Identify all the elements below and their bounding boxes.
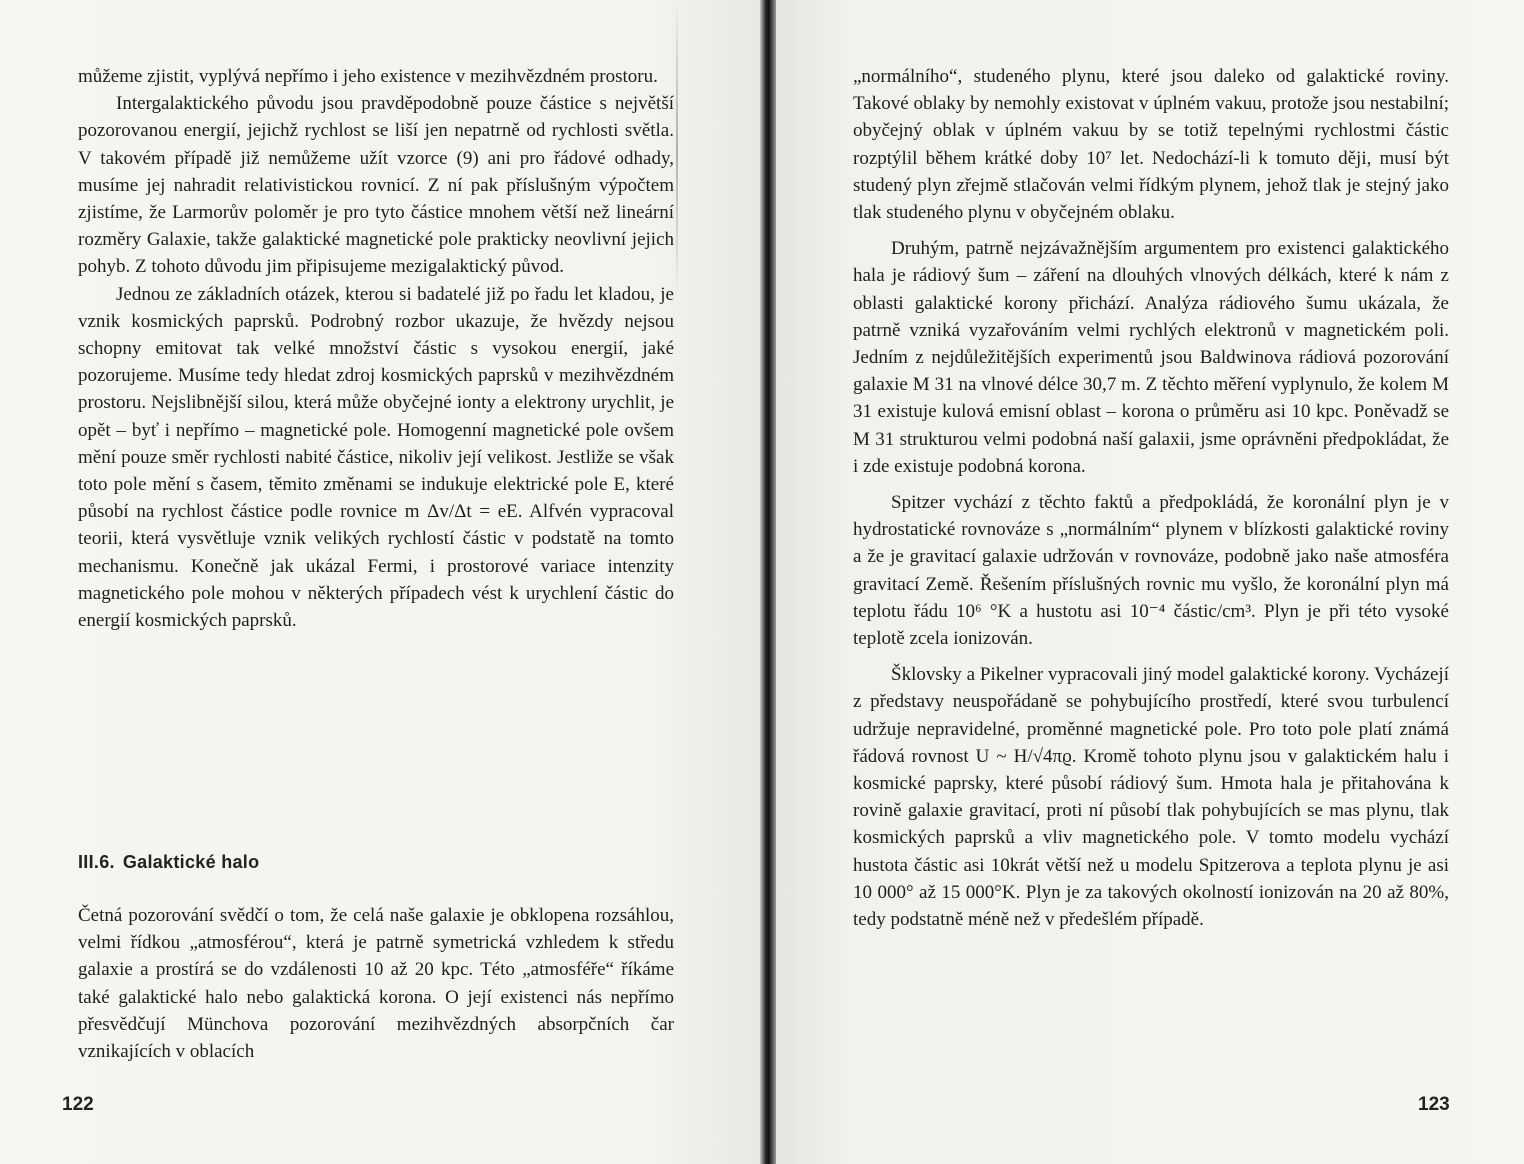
- paragraph: Intergalaktického původu jsou pravděpodobně pouze částice s největší pozorovanou energií, jejichž rychlost se liší jen nepatrně od rychlosti světla. V takovém případě již nemůžeme užít vzorce (9) ani pro řádové odhady, musíme jej nahradit relativistickou rovnicí. Z ní pak příslušným výpočtem zjistíme, že Larmorův poloměr je pro tyto částice mnohem větší než lineární rozměry Galaxie, takže galaktické magnetické pole prakticky neovlivní jejich pohyb. Z tohoto důvodu jim připisujeme mezigalaktický původ.: [78, 93, 674, 278]
- paragraph: Druhým, patrně nejzávažnějším argumentem pro existenci galaktického hala je rádiový šum – záření na dlouhých vlnových délkách, které k nám z oblasti galaktické korony přichází. Analýza rádiového šumu ukázala, že patrně vzniká vyzařováním velmi rychlých elektronů v magnetickém poli. Jedním z nejdůležitějších experimentů jsou Baldwinova rádiová pozorování galaxie M 31 na vlnové délce 30,7 m. Z těchto měření vyplynulo, že kolem M 31 existuje kulová emisní oblast – korona o průměru asi 10 kpc. Poněvadž se M 31 strukturou velmi podobná naší galaxii, jsme oprávněni předpokládat, že i zde existuje podobná korona.: [853, 238, 1449, 477]
- paragraph: Šklovsky a Pikelner vypracovali jiný model galaktické korony. Vycházejí z představy neuspořádaně se pohybujícího prostředí, které svou turbulencí udržuje nepravidelné, proměnné magnetické pole. Pro toto pole platí známá řádová rovnost U ~ H/√4πϱ. Kromě tohoto plynu jsou v galaktickém halu i kosmické paprsky, které působí rádiový šum. Hmota hala je přitahována k rovině galaxie gravitací, proti ní působí tlak pohybujících se mas plynu, tlak kosmických paprsků a vliv magnetického pole. V tomto modelu vychází hustota částic asi 10krát větší než u modelu Spitzerova a teplota plynu je asi 10 000° až 15 000°K. Plyn je za takových okolností ionizován na 20 až 80%, tedy podstatně méně než v předešlém případě.: [853, 664, 1449, 931]
- left-page: [0, 0, 760, 1164]
- paragraph: Jednou ze základních otázek, kterou si badatelé již po řadu let kladou, je vznik kosmických paprsků. Podrobný rozbor ukazuje, že hvězdy nejsou schopny emitovat tak velké množství částic s vysokou energií, jaké pozorujeme. Musíme tedy hledat zdroj kosmických paprsků v mezihvězdném prostoru. Nejslibnější silou, která může obyčejné ionty a elektrony urychlit, je opět – byť i nepřímo – magnetické pole. Homogenní magnetické pole ovšem mění pouze směr rychlosti nabité částice, nikoliv její velikost. Jestliže se však toto pole mění s časem, těmito změnami se indukuje elektrické pole E, které působí na rychlost částice podle rovnice m Δv/Δt = eE. Alfvén vypracoval teorii, která vysvětluje vznik velikých rychlostí částic v podstatě na tomto mechanismu. Konečně jak ukázal Fermi, i prostorové variace intenzity magnetického pole mohou v některých případech vést k urychlení částic do energií kosmických paprsků.: [78, 283, 674, 632]
- left-page-text-top: [78, 63, 674, 634]
- page-number-left: 122: [62, 1094, 94, 1115]
- paragraph: můžeme zjistit, vyplývá nepřímo i jeho existence v mezihvězdném prostoru.: [78, 66, 658, 87]
- left-page-text-bottom: [78, 902, 674, 1065]
- paragraph: Spitzer vychází z těchto faktů a předpokládá, že koronální plyn je v hydrostatické rovnováze s „normálním“ plynem v blízkosti galaktické roviny a že je gravitací galaxie udržován v rovnováze, podobně jako naše atmosféra gravitací Země. Řešením příslušných rovnic mu vyšlo, že koronální plyn má teplotu řádu 10⁶ °K a hustotu asi 10⁻⁴ částic/cm³. Plyn je při této vysoké teplotě zcela ionizován.: [853, 492, 1449, 650]
- book-gutter: [760, 0, 776, 1164]
- section-heading: [78, 852, 259, 873]
- page-number-right: 123: [1418, 1094, 1450, 1115]
- right-page-text: [853, 63, 1449, 933]
- paragraph: „normálního“, studeného plynu, které jsou daleko od galaktické roviny. Takové oblaky by nemohly existovat v úplném vakuu, protože jsou nestabilní; obyčejný oblak v úplném vakuu by se totiž tepelnými rychlostmi částic rozptýlil během krátké doby 10⁷ let. Nedochází-li k tomuto ději, musí být studený plyn zřejmě stlačován velmi řídkým plynem, jehož tlak je stejný jako tlak studeného plynu v obyčejném oblaku.: [853, 66, 1449, 224]
- paragraph: Četná pozorování svědčí o tom, že celá naše galaxie je obklopena rozsáhlou, velmi řídkou „atmosférou“, která je patrně symetrická vzhledem k středu galaxie a prostírá se do vzdálenosti 10 až 20 kpc. Této „atmosféře“ říkáme také galaktické halo nebo galaktická korona. O její existenci nás nepřímo přesvědčují Münchova pozorování mezihvězdných absorpčních čar vznikajících v oblacích: [78, 905, 674, 1063]
- right-page: [776, 0, 1524, 1164]
- section-number: III.6.: [78, 852, 115, 872]
- section-title: Galaktické halo: [122, 852, 260, 872]
- page-edge-shadow: [676, 0, 678, 300]
